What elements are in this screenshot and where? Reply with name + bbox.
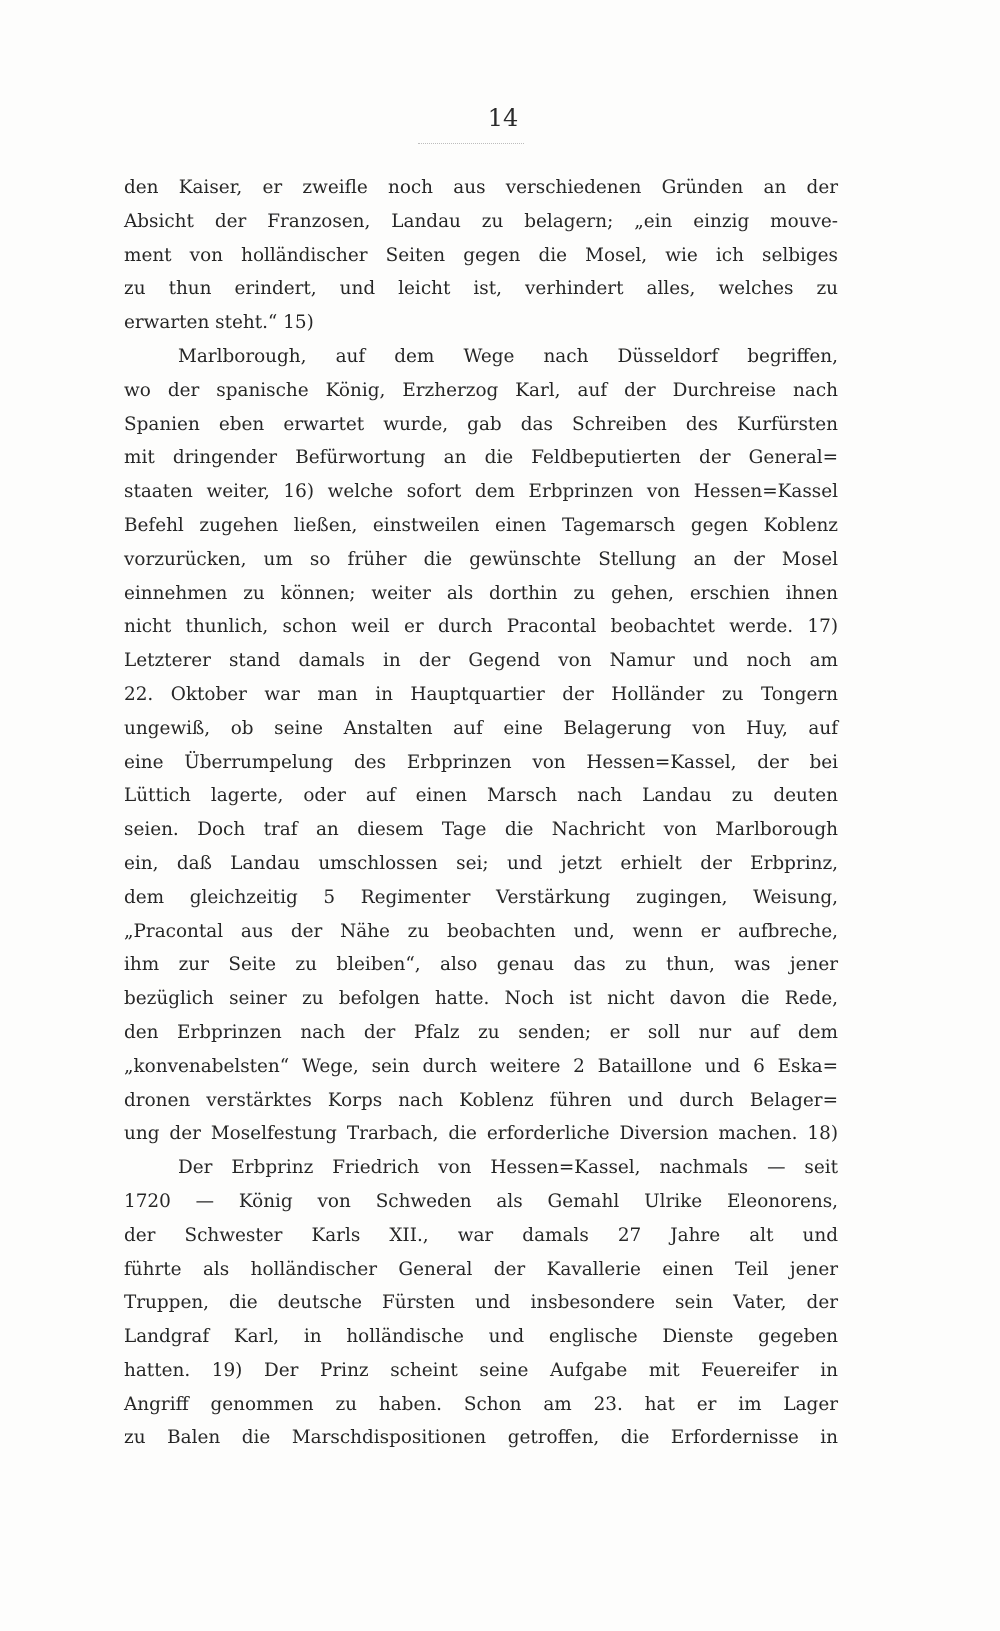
text-line: ihm zur Seite zu bleiben“, also genau das zu thun, was jener — [124, 954, 838, 976]
text-line: Lüttich lagerte, oder auf einen Marsch nach Landau zu deuten — [124, 785, 838, 807]
text-line: ungewiß, ob seine Anstalten auf eine Belagerung von Huy, auf — [124, 717, 838, 739]
text-line: dem gleichzeitig 5 Regimenter Verstärkung zugingen, Weisung, — [124, 886, 838, 908]
text-line: Truppen, die deutsche Fürsten und insbesondere sein Vater, der — [124, 1292, 838, 1314]
text-line: 1720 — König von Schweden als Gemahl Ulrike Eleonorens, — [124, 1190, 838, 1212]
text-line: Spanien eben erwartet wurde, gab das Schreiben des Kurfürsten — [124, 413, 838, 435]
text-line: bezüglich seiner zu befolgen hatte. Noch ist nicht davon die Rede, — [124, 988, 838, 1010]
text-line: Marlborough, auf dem Wege nach Düsseldorf begriffen, — [178, 345, 838, 367]
text-line: dronen verstärktes Korps nach Koblenz führen und durch Belager= — [124, 1089, 838, 1111]
text-line: erwarten steht.“ 15) — [124, 312, 314, 334]
text-line: nicht thunlich, schon weil er durch Pracontal beobachtet werde. 17) — [124, 616, 838, 638]
body-text — [124, 171, 838, 1455]
text-line: staaten weiter, 16) welche sofort dem Erbprinzen von Hessen=Kassel — [124, 481, 838, 503]
text-line: „Pracontal aus der Nähe zu beobachten und, wenn er aufbreche, — [124, 920, 838, 942]
text-line: den Erbprinzen nach der Pfalz zu senden; er soll nur auf dem — [124, 1021, 838, 1043]
text-line: vorzurücken, um so früher die gewünschte Stellung an der Mosel — [124, 548, 838, 570]
text-line: Befehl zugehen ließen, einstweilen einen Tagemarsch gegen Koblenz — [124, 514, 838, 536]
text-line: Angriff genommen zu haben. Schon am 23. hat er im Lager — [124, 1393, 838, 1415]
text-line: eine Überrumpelung des Erbprinzen von Hessen=Kassel, der bei — [124, 751, 838, 773]
text-line: Letzterer stand damals in der Gegend von Namur und noch am — [124, 650, 838, 672]
text-line: Der Erbprinz Friedrich von Hessen=Kassel, nachmals — seit — [178, 1157, 838, 1179]
text-line: mit dringender Befürwortung an die Feldbeputierten der General= — [124, 447, 838, 469]
text-line: „konvenabelsten“ Wege, sein durch weitere 2 Bataillone und 6 Eska= — [124, 1055, 838, 1077]
text-line: den Kaiser, er zweifle noch aus verschiedenen Gründen an der — [124, 177, 838, 198]
text-line: ung der Moselfestung Trarbach, die erforderliche Diversion machen. 18) — [124, 1123, 838, 1145]
text-line: 22. Oktober war man in Hauptquartier der Holländer zu Tongern — [124, 683, 838, 705]
text-line: wo der spanische König, Erzherzog Karl, auf der Durchreise nach — [124, 379, 838, 401]
text-line: ment von holländischer Seiten gegen die Mosel, wie ich selbiges — [124, 244, 838, 266]
text-line: einnehmen zu können; weiter als dorthin zu gehen, erschien ihnen — [124, 582, 838, 604]
text-line: Absicht der Franzosen, Landau zu belagern; „ein einzig mouve- — [124, 210, 838, 232]
text-line: hatten. 19) Der Prinz scheint seine Aufgabe mit Feuereifer in — [124, 1359, 838, 1381]
page-number-rule — [418, 143, 524, 144]
text-line: führte als holländischer General der Kavallerie einen Teil jener — [124, 1258, 838, 1280]
text-line: Landgraf Karl, in holländische und englische Dienste gegeben — [124, 1326, 838, 1348]
text-line: zu thun erindert, und leicht ist, verhindert alles, welches zu — [124, 278, 838, 300]
text-line: seien. Doch traf an diesem Tage die Nachricht von Marlborough — [124, 819, 838, 841]
text-line: der Schwester Karls XII., war damals 27 Jahre alt und — [124, 1224, 838, 1246]
text-line: zu Balen die Marschdispositionen getroffen, die Erfordernisse in — [124, 1427, 838, 1449]
page-number: 14 — [487, 104, 519, 132]
text-line: ein, daß Landau umschlossen sei; und jetzt erhielt der Erbprinz, — [124, 852, 838, 874]
